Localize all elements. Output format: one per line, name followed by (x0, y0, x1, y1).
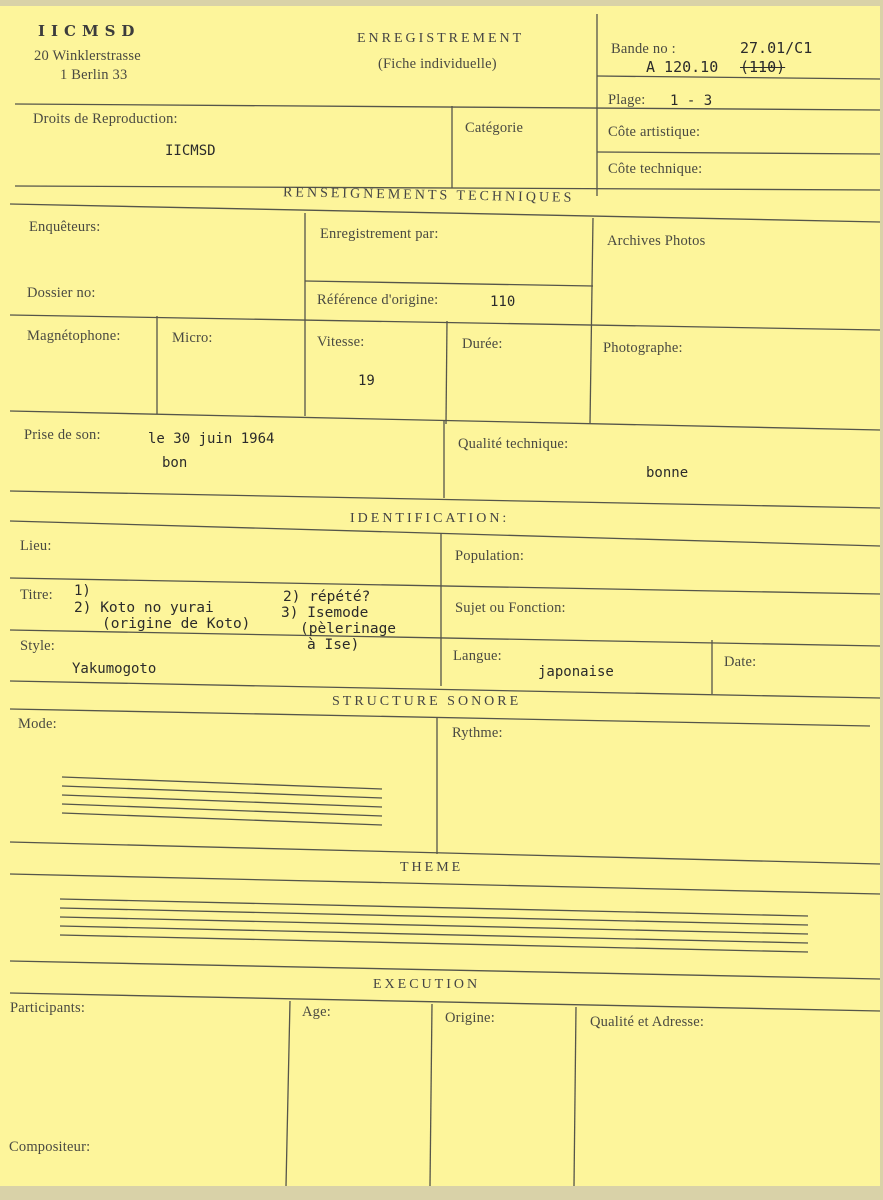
qualite-technique-label: Qualité technique: (458, 436, 569, 452)
form-rules (0, 6, 880, 1186)
titre-item-1: 1) (74, 583, 91, 599)
mode-label: Mode: (18, 716, 57, 732)
enqueteurs-label: Enquêteurs: (29, 219, 101, 235)
form-subtitle: (Fiche individuelle) (378, 56, 497, 72)
sujet-label: Sujet ou Fonction: (455, 600, 566, 616)
titre-item-2: 2) Koto no yurai (74, 600, 214, 616)
address-line-2: 1 Berlin 33 (60, 67, 128, 83)
prise-value-note: bon (162, 455, 188, 471)
bande-value-1: 27.01/C1 (740, 39, 813, 57)
plage-label: Plage: (608, 92, 646, 108)
titre-label: Titre: (20, 587, 53, 603)
cote-artistique-label: Côte artistique: (608, 124, 701, 140)
reference-value: 110 (490, 294, 516, 310)
vitesse-label: Vitesse: (317, 334, 365, 350)
population-label: Population: (455, 548, 525, 564)
lieu-label: Lieu: (20, 538, 52, 554)
archives-photos-label: Archives Photos (607, 233, 706, 249)
dossier-label: Dossier no: (27, 285, 96, 301)
photographe-label: Photographe: (603, 340, 683, 356)
identification-heading: IDENTIFICATION: (350, 511, 510, 526)
compositeur-label: Compositeur: (9, 1139, 91, 1155)
archive-card (0, 6, 880, 1186)
qualite-technique-value: bonne (646, 465, 689, 481)
titre-right-3-gloss: (pèlerinage (300, 621, 397, 637)
participants-label: Participants: (10, 1000, 86, 1016)
titre-right-3: 3) Isemode (281, 605, 369, 621)
droits-value: IICMSD (165, 143, 216, 159)
address-line-1: 20 Winklerstrasse (34, 48, 141, 64)
cote-technique-label: Côte technique: (608, 161, 703, 177)
langue-value: japonaise (538, 664, 614, 680)
enregistrement-par-label: Enregistrement par: (320, 226, 439, 242)
rythme-label: Rythme: (452, 725, 503, 741)
plage-value: 1 - 3 (670, 93, 713, 109)
prise-value-date: le 30 juin 1964 (148, 431, 275, 447)
prise-label: Prise de son: (24, 427, 101, 443)
magnetophone-label: Magnétophone: (27, 328, 121, 344)
bande-label: Bande no : (611, 41, 676, 57)
titre-right-2: 2) répété? (283, 589, 371, 605)
micro-label: Micro: (172, 330, 213, 346)
age-label: Age: (302, 1004, 331, 1020)
titre-right-3-gloss-2: à Ise) (307, 637, 360, 653)
langue-label: Langue: (453, 648, 502, 664)
date-label: Date: (724, 654, 757, 670)
reference-label: Référence d'origine: (317, 292, 439, 308)
bande-struck-value: (110) (740, 58, 786, 76)
style-label: Style: (20, 638, 56, 654)
form-title: ENREGISTREMENT (357, 31, 525, 46)
theme-heading: THEME (400, 860, 464, 875)
droits-label: Droits de Reproduction: (33, 111, 178, 127)
vitesse-value: 19 (358, 373, 375, 389)
execution-heading: EXECUTION (373, 977, 481, 992)
style-value: Yakumogoto (72, 661, 157, 677)
institute-logo: IICMSD (38, 22, 141, 40)
categorie-label: Catégorie (465, 120, 524, 136)
bande-value-2: A 120.10 (646, 58, 719, 76)
structure-heading: STRUCTURE SONORE (332, 694, 522, 709)
duree-label: Durée: (462, 336, 503, 352)
titre-item-2-gloss: (origine de Koto) (102, 616, 251, 632)
origine-label: Origine: (445, 1010, 495, 1026)
qualite-adresse-label: Qualité et Adresse: (590, 1014, 705, 1030)
renseignements-heading: RENSEIGNEMENTS TECHNIQUES (282, 185, 575, 206)
